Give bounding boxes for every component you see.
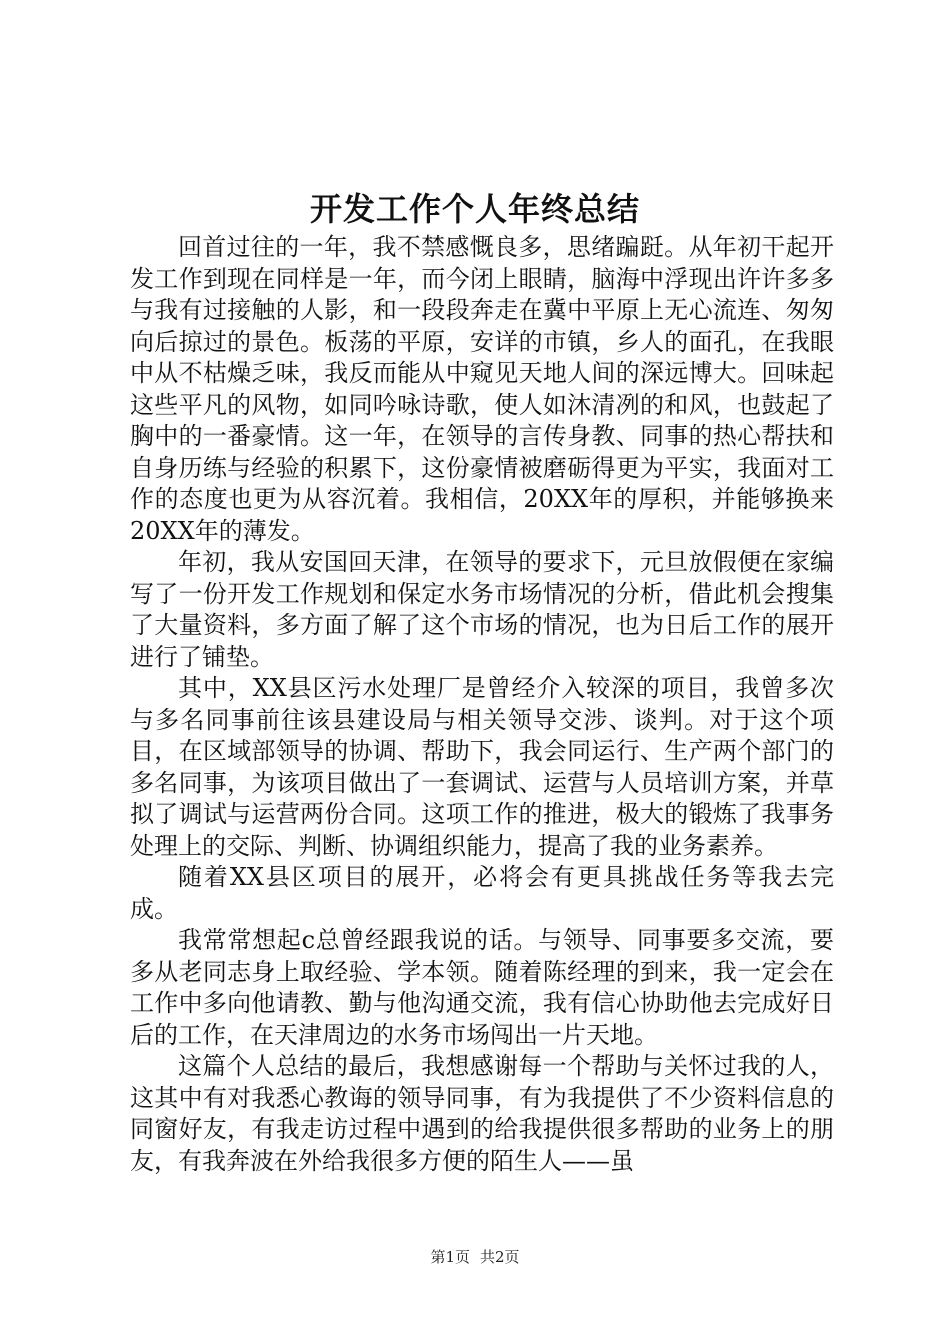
document-body (130, 232, 834, 1177)
page-number: 第1页 (430, 1248, 470, 1266)
paragraph: 年初，我从安国回天津，在领导的要求下，元旦放假便在家编写了一份开发工作规划和保定水务市场情况的分析，借此机会搜集了大量资料，多方面了解了这个市场的情况，也为日后工作的展开进行了铺垫。 (130, 548, 834, 671)
paragraph: 回首过往的一年，我不禁感慨良多，思绪蹁跹。从年初干起开发工作到现在同样是一年，而今闭上眼睛，脑海中浮现出许许多多与我有过接触的人影，和一段段奔走在冀中平原上无心流连、匆匆向后掠过的景色。板荡的平原，安详的市镇，乡人的面孔，在我眼中从不枯燥乏味，我反而能从中窥见天地人间的深远博大。回味起这些平凡的风物，如同吟咏诗歌，使人如沐清冽的和风，也鼓起了胸中的一番豪情。这一年，在领导的言传身教、同事的热心帮扶和自身历练与经验的积累下，这份豪情被磨砺得更为平实，我面对工作的态度也更为从容沉着。我相信，20XX年的厚积，并能够换来20XX年的薄发。 (130, 233, 834, 545)
paragraph: 这篇个人总结的最后，我想感谢每一个帮助与关怀过我的人，这其中有对我悉心教诲的领导同事，有为我提供了不少资料信息的同窗好友，有我走访过程中遇到的给我提供很多帮助的业务上的朋友，有我奔波在外给我很多方便的陌生人——虽 (130, 1052, 834, 1175)
page-total: 共2页 (480, 1248, 520, 1266)
document-title: 开发工作个人年终总结 (309, 190, 640, 228)
paragraph: 我常常想起c总曾经跟我说的话。与领导、同事要多交流，要多从老同志身上取经验、学本领。随着陈经理的到来，我一定会在工作中多向他请教、勤与他沟通交流，我有信心协助他去完成好日后的工作，在天津周边的水务市场闯出一片天地。 (130, 926, 834, 1049)
paragraph: 其中，XX县区污水处理厂是曾经介入较深的项目，我曾多次与多名同事前往该县建设局与相关领导交涉、谈判。对于这个项目，在区域部领导的协调、帮助下，我会同运行、生产两个部门的多名同事，为该项目做出了一套调试、运营与人员培训方案，并草拟了调试与运营两份合同。这项工作的推进，极大的锻炼了我事务处理上的交际、判断、协调组织能力，提高了我的业务素养。 (130, 674, 834, 860)
page-footer (0, 1246, 950, 1267)
paragraph: 随着XX县区项目的展开，必将会有更具挑战任务等我去完成。 (130, 863, 834, 923)
